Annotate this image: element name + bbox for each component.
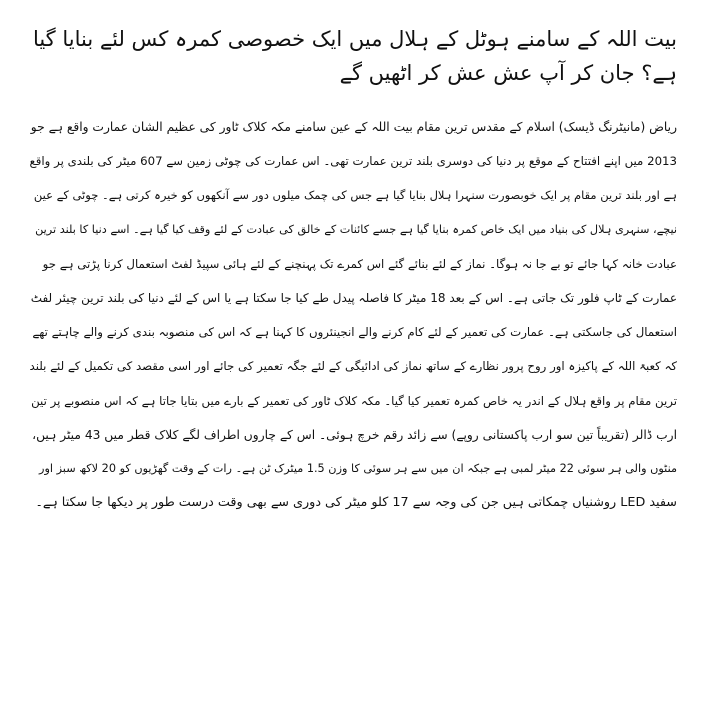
body-line: نیچے، سنہری ہلال کی بنیاد میں ایک خاص کمرہ بنایا گیا ہے جسے کائنات کے خالق کی عبادت کے لئے وقف کیا گیا ہے۔ اسے دنیا کا بلند ترین	[35, 222, 677, 236]
body-line: ارب ڈالر (تقریباً تین سو ارب پاکستانی روپے) سے زائد رقم خرچ ہوئی۔ اس کے چاروں اطراف لگے کلاک قطر میں 43 میٹر ہیں،	[32, 427, 677, 442]
body-line: عبادت خانہ کہا جائے تو بے جا نہ ہوگا۔ نماز کے لئے بنائے گئے اس کمرے تک پہنچنے کے لئے ہائی سپیڈ لفٹ استعمال کرنا پڑتی ہے جو	[42, 256, 677, 271]
body-line: منٹوں والی ہر سوئی 22 میٹر لمبی ہے جبکہ ان میں سے ہر سوئی کا وزن 1.5 میٹرک ٹن ہے۔ رات کے وقت گھڑیوں کو 20 لاکھ سبز اور	[39, 462, 677, 476]
body-line: کہ کعبۃ اللہ کے پاکیزہ اور روح پرور نظارے کے ساتھ نماز کی ادائیگی کے لئے جگہ تعمیر کی جائے اور اسی مقصد کی تکمیل کے لئے بلند	[30, 359, 677, 374]
body-line: ریاض (مانیٹرنگ ڈیسک) اسلام کے مقدس ترین مقام بیت اللہ کے عین سامنے مکہ کلاک ٹاور کی عظیم الشان عمارت واقع ہے جو	[30, 120, 677, 134]
body-line: ترین مقام پر واقع ہلال کے اندر یہ خاص کمرہ تعمیر کیا گیا۔ مکہ کلاک ٹاور کی تعمیر کے بارے میں بتایا جاتا ہے کہ اس منصوبے پر تین	[31, 393, 677, 408]
body-line: سفید LED روشنیاں چمکاتی ہیں جن کی وجہ سے 17 کلو میٹر کی دوری سے بھی وقت درست طور پر دیکھا جا سکتا ہے۔	[35, 495, 677, 511]
body-line: عمارت کے ٹاپ فلور تک جاتی ہے۔ اس کے بعد 18 میٹر کا فاصلہ پیدل طے کیا جا سکتا ہے یا اس کے لئے دنیا کی بلند ترین چیئر لفٹ	[30, 291, 677, 306]
article-body	[30, 110, 677, 520]
body-line: ہے اور بلند ترین مقام پر ایک خوبصورت سنہرا ہلال بنایا گیا ہے جس کی چمک میلوں دور سے آنکھوں کو خیرہ کرتی ہے۔ چوٹی کے عین	[33, 188, 677, 203]
body-line: 2013 میں اپنے افتتاح کے موقع پر دنیا کی دوسری بلند ترین عمارت تھی۔ اس عمارت کی چوٹی زمین سے 607 میٹر کی بلندی پر واقع	[30, 154, 677, 169]
article-headline: بیت اللہ کے سامنے ہوٹل کے ہلال میں ایک خصوصی کمرہ کس لئے بنایا گیا ہے؟ جان کر آپ عش عش کر اٹھیں گے	[32, 27, 677, 85]
body-line: استعمال کی جاسکتی ہے۔ عمارت کی تعمیر کے لئے کام کرنے والے انجینئروں کا کہنا ہے کہ اس کی منصوبہ بندی کرنے والے چاہتے تھے	[32, 325, 677, 340]
